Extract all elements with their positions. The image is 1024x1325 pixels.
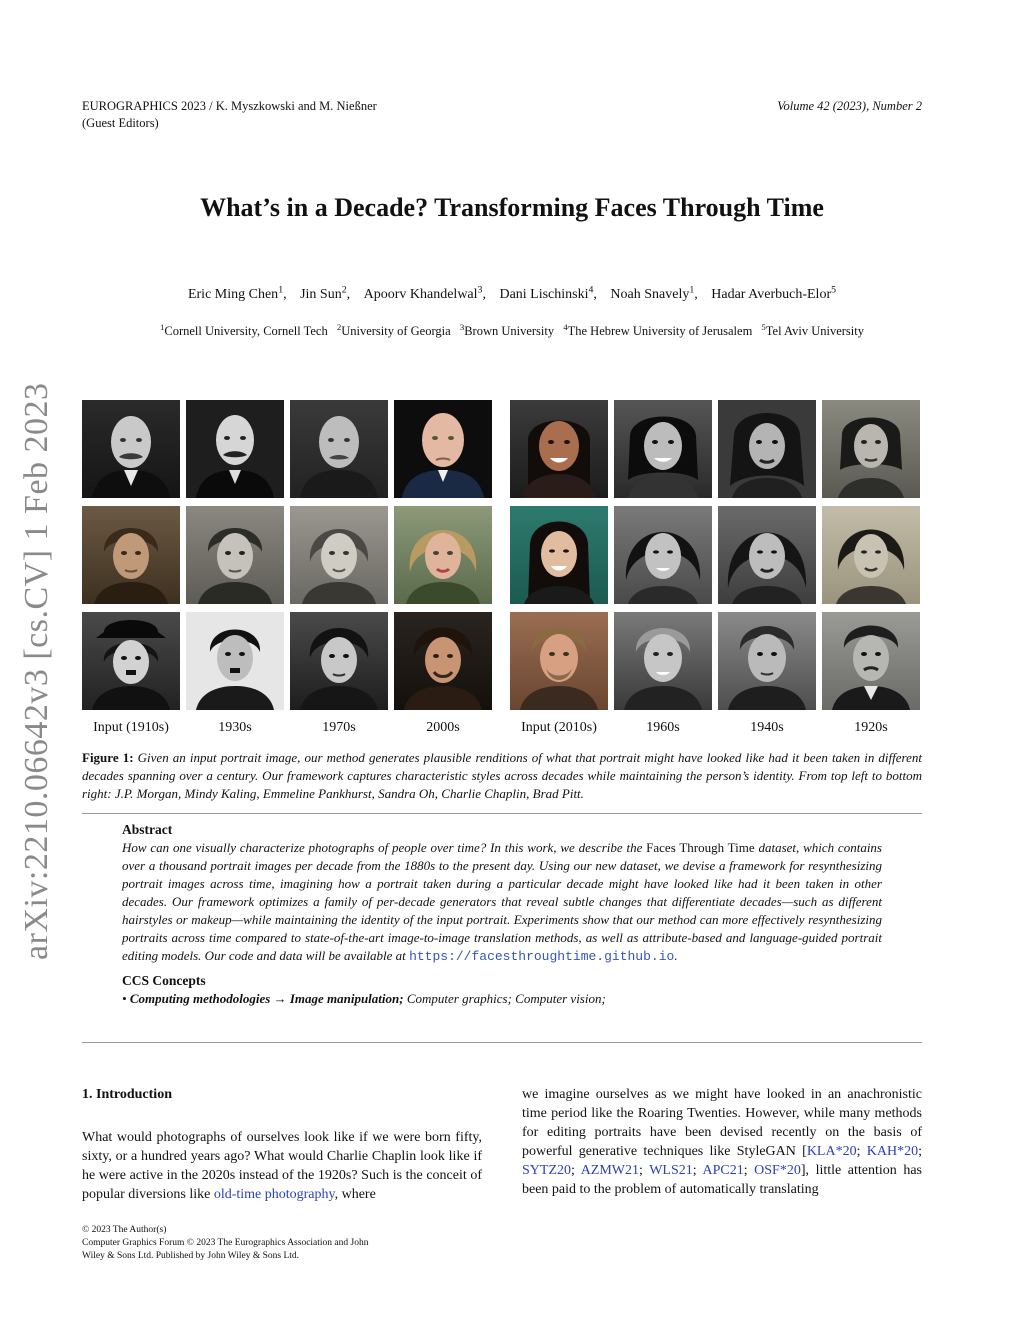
portrait-tile <box>718 612 816 710</box>
portrait-charlie-chaplin-1910s <box>82 612 180 710</box>
column-label: 1940s <box>750 720 784 735</box>
portrait-tile <box>186 612 284 710</box>
intro-column-left <box>82 1085 482 1204</box>
citation-link[interactable]: APC21 <box>702 1163 744 1178</box>
portrait-tile <box>290 612 388 710</box>
portrait-tile <box>718 506 816 604</box>
abstract-section <box>122 821 882 1008</box>
figure-caption <box>82 749 922 803</box>
portrait-brad-pitt-1940s <box>718 612 816 710</box>
author: Noah Snavely$^1$, <box>610 284 698 302</box>
section-heading: 1. Introduction <box>82 1087 172 1102</box>
portrait-brad-pitt-2010s <box>510 612 608 710</box>
intro-paragraph: What would photographs of ourselves look like if we were born fifty, sixty, or a hundred years ago? What would Charlie Chaplin look like if he were active in the 2020s instead of the 1920s? Such is the conceit of popular diversions like old-time photography, where <box>82 1130 482 1202</box>
citation-link[interactable]: AZMW21 <box>580 1163 640 1178</box>
author: Apoorv Khandelwal$^3$, <box>363 284 486 302</box>
portrait-tile <box>822 506 920 604</box>
column-label: 1930s <box>218 720 252 735</box>
dataset-name: Faces Through Time <box>646 840 755 855</box>
portrait-emmeline-pankhurst-1910s <box>82 506 180 604</box>
portrait-emmeline-pankhurst-1970s <box>290 506 388 604</box>
citation-link[interactable]: OSF*20 <box>754 1163 801 1178</box>
portrait-jp-morgan-1910s <box>82 400 180 498</box>
portrait-tile <box>394 506 492 604</box>
author: Jin Sun$^2$, <box>300 284 351 302</box>
portrait-charlie-chaplin-1970s <box>290 612 388 710</box>
citation-link[interactable]: WLS21 <box>649 1163 693 1178</box>
portrait-brad-pitt-1920s <box>822 612 920 710</box>
portrait-tile <box>822 400 920 498</box>
column-label: Input (1910s) <box>93 720 169 735</box>
portrait-tile <box>82 612 180 710</box>
arxiv-identifier: arXiv:2210.06642v3 [cs.CV] 1 Feb 2023 <box>18 382 55 960</box>
conference-line: EUROGRAPHICS 2023 / K. Myszkowski and M. Nießner <box>82 99 377 113</box>
portrait-tile <box>186 400 284 498</box>
portrait-tile <box>614 400 712 498</box>
citation-link[interactable]: KLA*20 <box>806 1144 857 1159</box>
portrait-tile <box>394 400 492 498</box>
portrait-tile <box>82 506 180 604</box>
affiliation: $^2$University of Georgia <box>336 322 451 339</box>
column-label: 1960s <box>646 720 680 735</box>
column-label: Input (2010s) <box>521 720 597 735</box>
ccs-heading: CCS Concepts <box>122 973 206 988</box>
portrait-mindy-kaling-1940s <box>718 400 816 498</box>
citation-link[interactable]: SYTZ20 <box>522 1163 571 1178</box>
volume-info: Volume 42 (2023), Number 2 <box>777 99 922 113</box>
portrait-sandra-oh-1940s <box>718 506 816 604</box>
author: Eric Ming Chen$^1$, <box>187 284 287 302</box>
portrait-tile <box>510 400 608 498</box>
portrait-tile <box>82 400 180 498</box>
portrait-tile <box>822 612 920 710</box>
portrait-tile <box>186 506 284 604</box>
affiliation-list <box>0 322 1024 339</box>
portrait-jp-morgan-2000s <box>394 400 492 498</box>
portrait-tile <box>614 506 712 604</box>
portrait-tile <box>290 400 388 498</box>
portrait-charlie-chaplin-2000s <box>394 612 492 710</box>
running-header-left <box>82 98 377 132</box>
portrait-mindy-kaling-1960s <box>614 400 712 498</box>
portrait-jp-morgan-1930s <box>186 400 284 498</box>
column-label: 1920s <box>854 720 888 735</box>
project-url-link[interactable]: https://facesthroughtime.github.io <box>409 949 675 964</box>
portrait-tile <box>394 612 492 710</box>
divider <box>82 1042 922 1043</box>
portrait-emmeline-pankhurst-2000s <box>394 506 492 604</box>
author-list <box>0 284 1024 303</box>
affiliation: $^1$Cornell University, Cornell Tech <box>160 322 328 339</box>
portrait-jp-morgan-1970s <box>290 400 388 498</box>
abstract-heading: Abstract <box>122 822 173 837</box>
caption-text: Given an input portrait image, our method generates plausible renditions of what that portrait might have looked like had it been taken in different decades spanning over a century. Our framework captures characteristic styles across decades while maintaining the person’s identity. From top left to bottom right: J.P. Morgan, Mindy Kaling, Emmeline Pankhurst, Sandra Oh, Charlie Chaplin, Brad Pitt. <box>82 750 923 801</box>
author: Dani Lischinski$^4$, <box>499 284 597 302</box>
ccs-concepts: • Computing methodologies → Image manipulation; Computer graphics; Computer vision; <box>122 991 606 1006</box>
paper-title: What’s in a Decade? Transforming Faces Through Time <box>200 193 824 222</box>
affiliation: $^3$Brown University <box>459 322 555 339</box>
portrait-tile <box>614 612 712 710</box>
citation-link[interactable]: KAH*20 <box>866 1144 919 1159</box>
portrait-charlie-chaplin-1930s <box>186 612 284 710</box>
caption-label: Figure 1: <box>82 750 134 765</box>
portrait-tile <box>510 612 608 710</box>
column-label: 2000s <box>426 720 460 735</box>
portrait-mindy-kaling-2010s <box>510 400 608 498</box>
portrait-tile <box>718 400 816 498</box>
figure-portrait-grid <box>82 400 922 712</box>
intro-column-right <box>522 1085 922 1199</box>
portrait-emmeline-pankhurst-1930s <box>186 506 284 604</box>
old-time-photography-link[interactable]: old-time photography <box>213 1187 335 1202</box>
abstract-body: How can one visually characterize photographs of people over time? In this work, we describe the Faces Through Time dataset, which contains over a thousand portrait images per decade from the 1880s to the present day. Using our new dataset, we devise a framework for resynthesizing portrait images across time, imagining how a portrait taken during a particular decade might have looked like had it been taken in other decades. Our framework optimizes a family of per-decade generators that reveal subtle changes that differentiate decades—such as different hairstyles or makeup—while maintaining the identity of the input portrait. Experiments show that our method can more effectively resynthesizing portraits across time compared to state-of-the-art image-to-image translation methods, as well as attribute-based and language-guided portrait editing models. Our code and data will be available at https://facesthroughtime.github.io. <box>122 840 882 964</box>
affiliation: $^5$Tel Aviv University <box>761 322 864 339</box>
intro-paragraph-continued: we imagine ourselves as we might have looked in an anachronistic time period like the Roaring Twenties. However, while many methods for editing portraits have been devised recently on the basis of powerful generative techniques like StyleGAN [KLA*20; KAH*20; SYTZ20; AZMW21; WLS21; APC21; OSF*20], little attention has been paid to the problem of automatically translating <box>522 1087 922 1197</box>
portrait-sandra-oh-1920s <box>822 506 920 604</box>
portrait-sandra-oh-2010s <box>510 506 608 604</box>
portrait-mindy-kaling-1920s <box>822 400 920 498</box>
affiliation: $^4$The Hebrew University of Jerusalem <box>563 322 753 339</box>
portrait-brad-pitt-1960s <box>614 612 712 710</box>
guest-editors-line: (Guest Editors) <box>82 116 159 130</box>
column-label: 1970s <box>322 720 356 735</box>
author: Hadar Averbuch-Elor$^5$ <box>711 284 837 302</box>
copyright-footer: © 2023 The Author(s) Computer Graphics Forum © 2023 The Eurographics Association and John Wiley & Sons Ltd. Published by John Wiley & Sons Ltd. <box>82 1225 369 1261</box>
portrait-sandra-oh-1960s <box>614 506 712 604</box>
divider <box>82 813 922 814</box>
portrait-tile <box>510 506 608 604</box>
portrait-tile <box>290 506 388 604</box>
